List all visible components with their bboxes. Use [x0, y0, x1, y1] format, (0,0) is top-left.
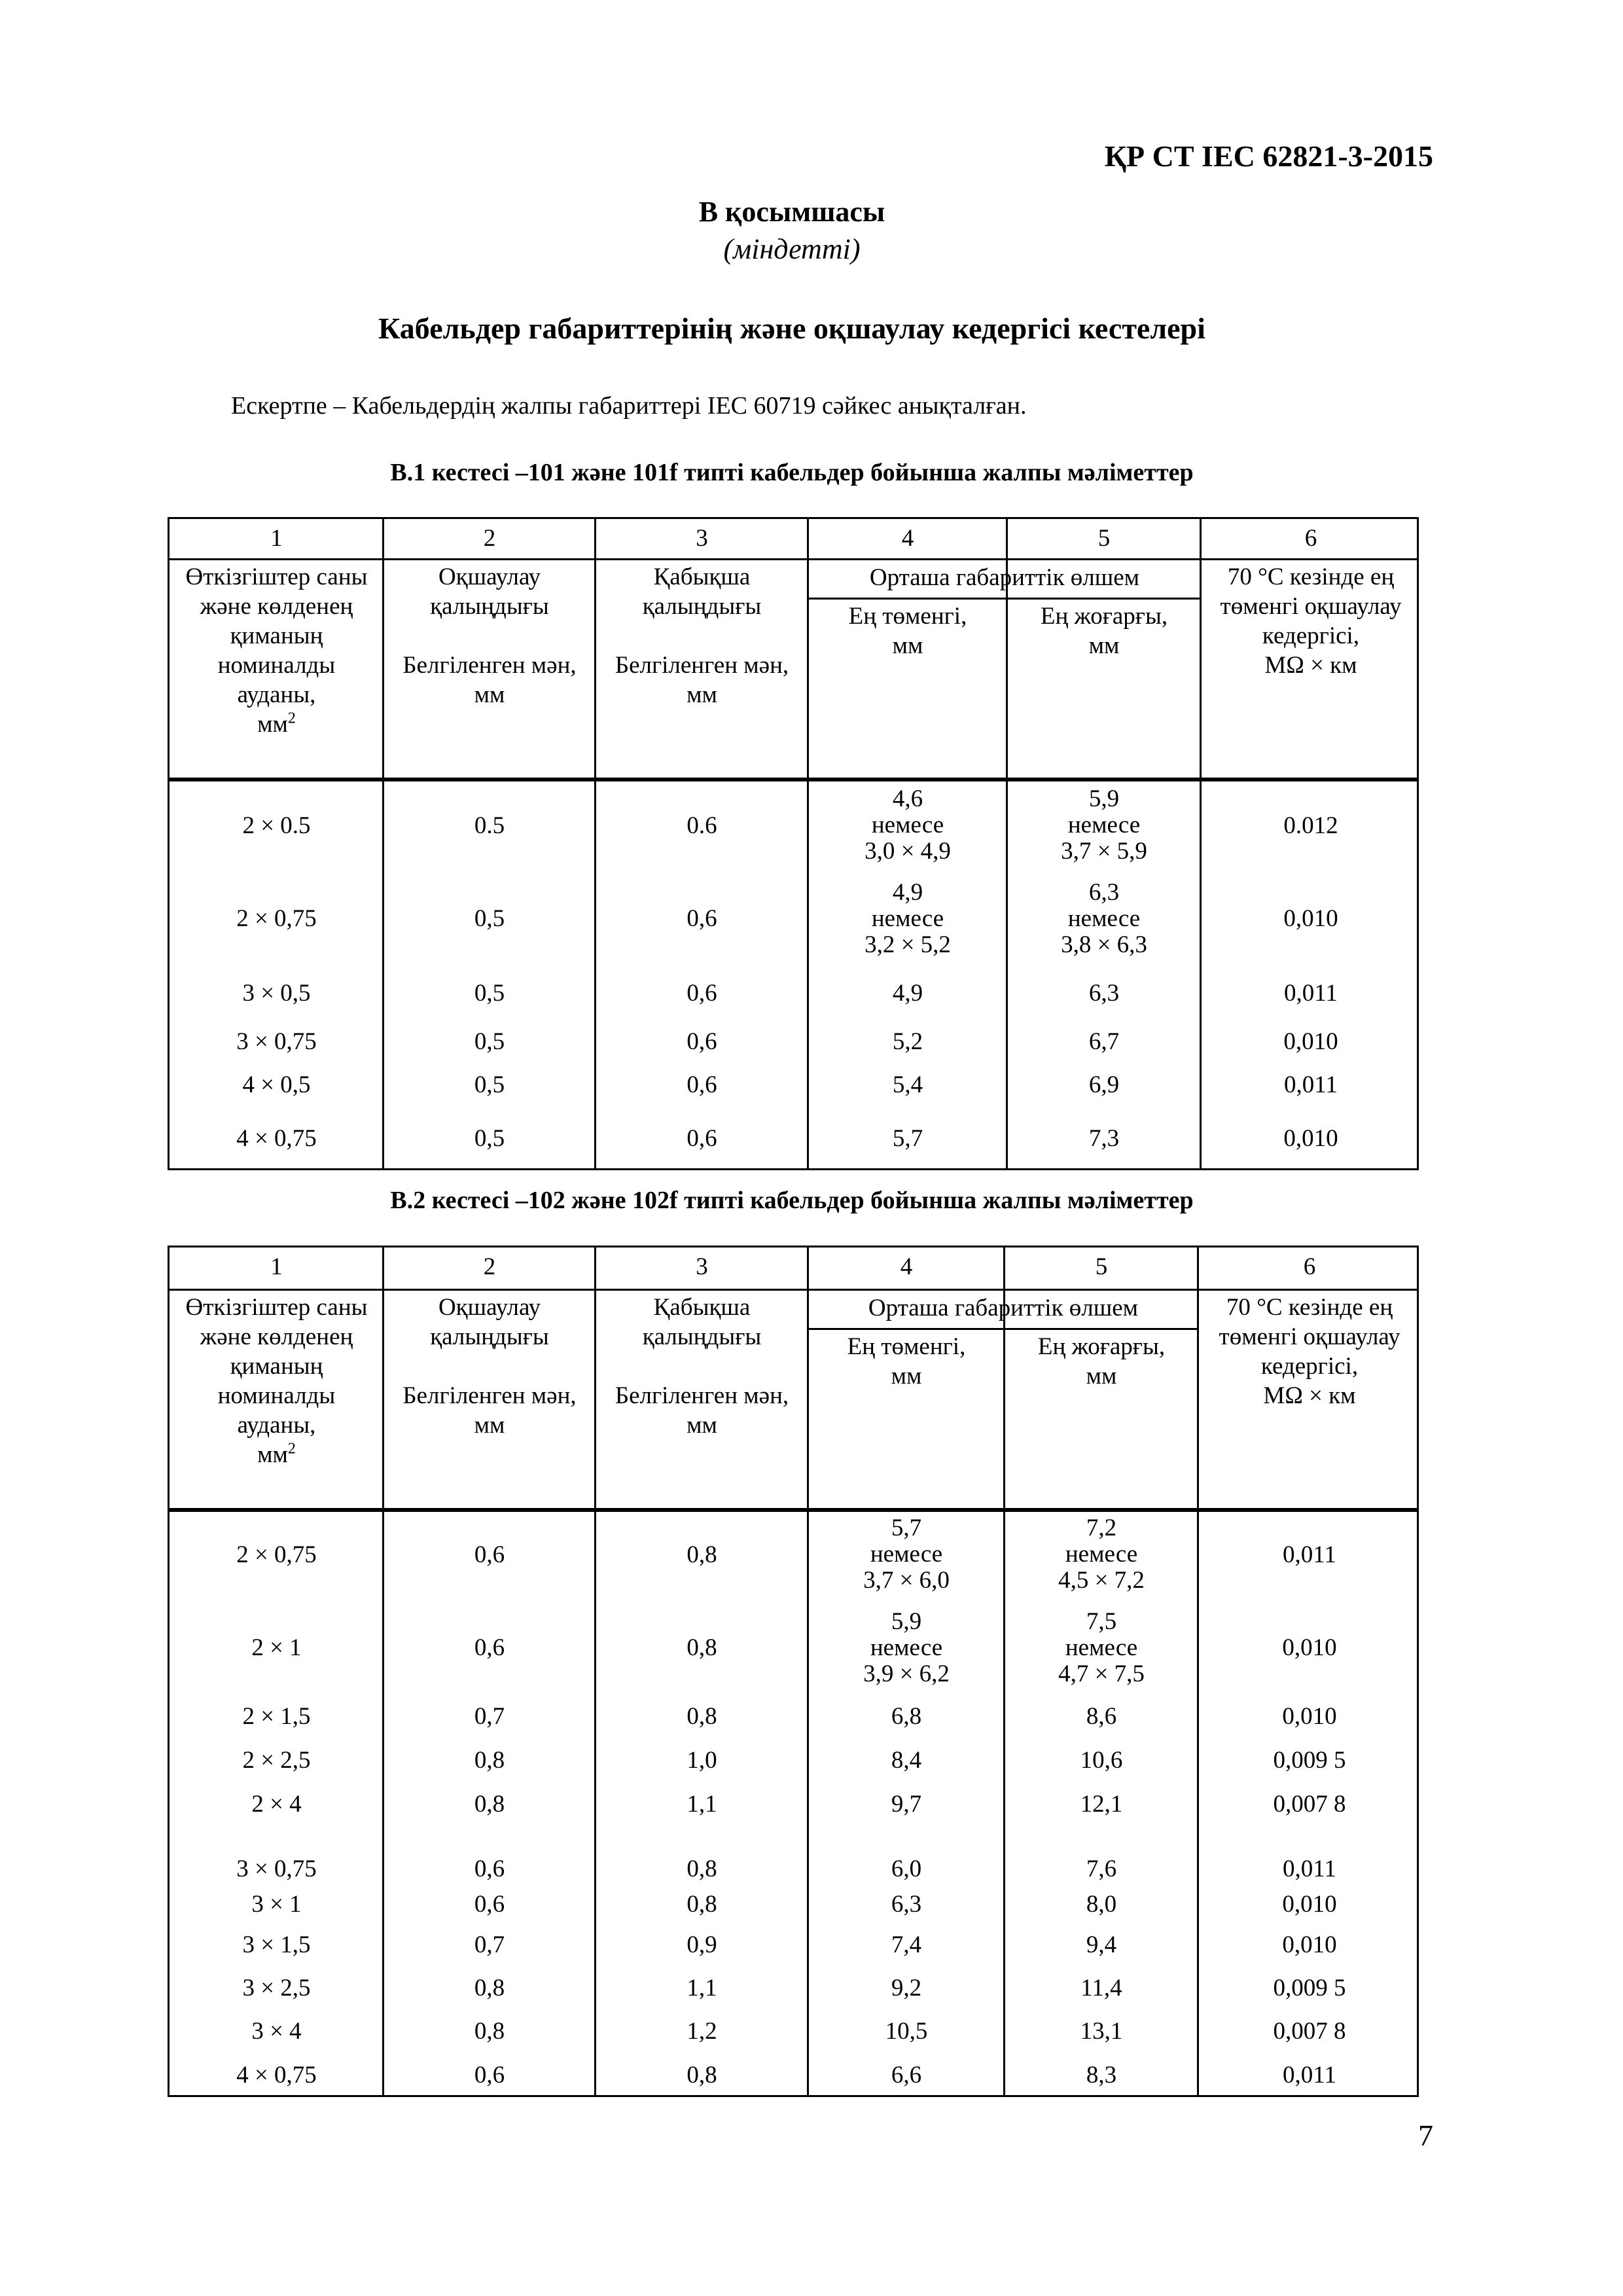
cable-size: 4 × 0,75 — [236, 1124, 317, 1152]
cell-line: немесе — [1067, 905, 1141, 932]
cable-size: 2 × 2,5 — [242, 1747, 311, 1774]
cell-line: қалыңдығы — [430, 1323, 549, 1350]
cell-line: 10,5 — [885, 2017, 928, 2045]
column-number: 2 — [483, 525, 496, 552]
annex-title: В қосымшасы — [698, 196, 885, 228]
cable-size: 2 × 0,75 — [236, 1541, 317, 1568]
unit-mm: мм — [687, 1412, 717, 1439]
unit-text: мм — [257, 1441, 288, 1468]
cell-line: 6,3 — [891, 1891, 922, 1918]
cell-line: кедергісі, — [1260, 1353, 1359, 1380]
unit-superscript: 2 — [287, 709, 296, 727]
resistance-value: 0,009 5 — [1273, 1974, 1346, 2001]
table-b1-caption: В.1 кестесі –101 және 101f типті кабельдер бойынша жалпы мәліметтер — [390, 459, 1194, 486]
row-divider — [169, 558, 1417, 560]
header-label: Ең төменгі, — [848, 603, 967, 630]
column-number: 5 — [1095, 1253, 1108, 1280]
resistance-value: 0,010 — [1282, 1703, 1337, 1730]
column-number: 1 — [270, 525, 283, 552]
cell-line: қиманың — [230, 622, 323, 649]
unit-superscript: 2 — [287, 1440, 296, 1458]
cell-line: қалыңдығы — [642, 593, 762, 620]
insulation-value: 0,5 — [474, 1071, 505, 1098]
resistance-value: 0,011 — [1283, 2061, 1336, 2089]
cell-line: 9,4 — [1086, 1931, 1117, 1958]
resistance-value: 0,011 — [1283, 1856, 1336, 1882]
insulation-value: 0,8 — [474, 2017, 505, 2045]
resistance-value: 0,011 — [1283, 1541, 1336, 1568]
spacer — [383, 1352, 596, 1381]
header-label: Ең жоғарғы, — [1037, 1333, 1166, 1360]
cell-line: 6,7 — [1088, 1028, 1120, 1055]
insulation-value: 0,6 — [474, 1634, 505, 1661]
min-dimension — [808, 880, 1007, 958]
insulation-value: 0,8 — [474, 1747, 505, 1774]
min-dimension — [808, 2016, 1005, 2047]
header-max — [1007, 601, 1201, 660]
insulation-value: 0,5 — [474, 905, 505, 932]
column-number: 3 — [696, 1253, 708, 1280]
cell-line: Оқшаулау — [438, 1294, 541, 1321]
insulation-value: 0,5 — [474, 1028, 505, 1055]
max-dimension — [1007, 1069, 1201, 1100]
insulation-value: 0.5 — [474, 812, 505, 839]
cell-line: 6,0 — [891, 1856, 922, 1882]
cable-size: 2 × 1 — [251, 1634, 302, 1661]
cell-line: Оқшаулау — [438, 564, 541, 590]
sheath-value: 0,8 — [687, 1541, 717, 1568]
cell-line: 5,7 — [892, 1124, 923, 1152]
sheath-value: 0,8 — [687, 1634, 717, 1661]
resistance-value: 0,011 — [1284, 1071, 1338, 1098]
min-dimension — [808, 1789, 1005, 1820]
cell-line: 5,9 — [891, 1607, 922, 1635]
column-number: 2 — [483, 1253, 496, 1280]
document-code: ҚР СТ IEC 62821-3-2015 — [1104, 139, 1433, 173]
cell-line: 3,8 × 6,3 — [1061, 931, 1147, 958]
max-dimension — [1005, 1745, 1198, 1776]
min-dimension — [808, 1069, 1007, 1100]
cell-line: ауданы, — [237, 681, 316, 708]
resistance-value: 0,010 — [1282, 1891, 1337, 1918]
max-dimension — [1005, 1515, 1198, 1594]
sheath-value: 0,6 — [687, 1124, 717, 1152]
min-dimension — [808, 1123, 1007, 1154]
sheath-value: 1,1 — [687, 1974, 717, 2001]
min-dimension — [808, 1745, 1005, 1776]
unit-mm: мм — [1088, 632, 1120, 659]
cell-line: 70 °C кезінде ең — [1226, 1294, 1393, 1321]
group-divider — [808, 1328, 1198, 1330]
unit-mm: мм — [892, 632, 923, 659]
max-dimension — [1007, 1123, 1201, 1154]
insulation-value: 0,6 — [474, 1541, 505, 1568]
sheath-value: 0,6 — [687, 1028, 717, 1055]
sheath-value: 0,8 — [687, 1703, 717, 1730]
unit-mm: мм — [891, 1363, 922, 1390]
cell-line: 10,6 — [1080, 1747, 1123, 1774]
resistance-value: 0,010 — [1283, 1124, 1338, 1152]
sheath-value: 0,6 — [687, 979, 717, 1007]
cell-line: 8,3 — [1086, 2061, 1117, 2089]
resistance-value: 0,009 5 — [1273, 1747, 1346, 1774]
min-dimension — [808, 1889, 1005, 1920]
header-sheath-thickness — [596, 1293, 808, 1440]
max-dimension — [1005, 1889, 1198, 1920]
insulation-value: 0,7 — [474, 1931, 505, 1958]
insulation-value: 0,8 — [474, 1790, 505, 1818]
cell-line: 6,6 — [891, 2061, 922, 2089]
cell-line: 3,0 × 4,9 — [865, 838, 951, 865]
cell-line: 4,5 × 7,2 — [1058, 1567, 1145, 1594]
header-insulation-thickness — [383, 562, 596, 709]
specified-value-label: Белгіленген мән, — [615, 652, 789, 679]
cell-line: немесе — [1065, 1541, 1138, 1568]
cell-line: және көлденең — [200, 1323, 353, 1350]
specified-value-label: Белгіленген мән, — [615, 1382, 789, 1409]
unit-text: мм — [257, 711, 288, 738]
annex-subtitle: (міндетті) — [723, 233, 861, 265]
max-dimension — [1005, 1789, 1198, 1820]
cell-line: 12,1 — [1080, 1790, 1123, 1818]
header-insulation-resistance — [1201, 562, 1421, 680]
cell-line: және көлденең — [200, 593, 353, 620]
cell-line: 5,2 — [892, 1028, 923, 1055]
cell-line: Қабықша — [653, 564, 751, 590]
cell-line: немесе — [870, 1541, 943, 1568]
header-insulation-thickness — [383, 1293, 596, 1440]
cable-size: 2 × 0,75 — [236, 905, 317, 932]
cell-line: 7,6 — [1086, 1856, 1117, 1882]
cell-line: қиманың — [230, 1353, 323, 1380]
header-average-dimension: Орташа габариттік өлшем — [868, 1295, 1139, 1321]
max-dimension — [1007, 786, 1201, 865]
table-b2 — [168, 1246, 1419, 2097]
table-b2-caption: В.2 кестесі –102 және 102f типті кабельдер бойынша жалпы мәліметтер — [390, 1187, 1194, 1214]
cable-size: 3 × 2,5 — [242, 1974, 311, 2001]
page-number: 7 — [1418, 2119, 1433, 2152]
cell-line: төменгі оқшаулау — [1220, 593, 1402, 620]
header-sheath-thickness — [596, 562, 808, 709]
cell-line: 70 °C кезінде ең — [1227, 564, 1395, 590]
header-label: Ең төменгі, — [847, 1333, 966, 1360]
column-number: 5 — [1097, 525, 1111, 552]
insulation-value: 0,5 — [474, 979, 505, 1007]
min-dimension — [808, 2060, 1005, 2090]
cell-line: 5,7 — [891, 1515, 922, 1541]
cell-line: 4,7 × 7,5 — [1058, 1660, 1145, 1687]
sheath-value: 1,0 — [687, 1747, 717, 1774]
header-min — [808, 601, 1007, 660]
cell-line: 5,4 — [892, 1071, 923, 1098]
cell-line: 6,3 — [1088, 979, 1120, 1007]
cell-line: немесе — [1067, 812, 1141, 838]
column-number: 6 — [1304, 525, 1317, 552]
header-min — [808, 1332, 1005, 1391]
cell-line: 3,7 × 5,9 — [1061, 838, 1147, 865]
cell-line: немесе — [871, 812, 944, 838]
cell-line: 7,5 — [1086, 1607, 1117, 1635]
cell-line: номиналды — [217, 1382, 336, 1409]
unit-mm: мм — [474, 1412, 505, 1439]
max-dimension — [1007, 880, 1201, 958]
spacer — [383, 621, 596, 651]
resistance-value: 0,011 — [1284, 979, 1338, 1007]
cell-line: 3,2 × 5,2 — [865, 931, 951, 958]
cell-line: қалыңдығы — [642, 1323, 762, 1350]
cable-size: 4 × 0,75 — [236, 2061, 317, 2089]
cell-line: 6,3 — [1088, 878, 1120, 906]
resistance-value: 0,010 — [1283, 905, 1338, 932]
cell-line: 9,7 — [891, 1790, 922, 1818]
min-dimension — [808, 1026, 1007, 1057]
specified-value-label: Белгіленген мән, — [402, 1382, 577, 1409]
max-dimension — [1005, 1929, 1198, 1960]
row-divider — [169, 1289, 1417, 1291]
min-dimension — [808, 786, 1007, 865]
sheath-value: 1,2 — [687, 2017, 717, 2045]
group-divider — [808, 598, 1201, 600]
cell-line: Қабықша — [653, 1294, 751, 1321]
resistance-value: 0,007 8 — [1273, 2017, 1346, 2045]
max-dimension — [1005, 1701, 1198, 1732]
min-dimension — [808, 1929, 1005, 1960]
cell-line: қалыңдығы — [430, 593, 549, 620]
insulation-value: 0,7 — [474, 1703, 505, 1730]
min-dimension — [808, 1973, 1005, 2003]
max-dimension — [1005, 1854, 1198, 1884]
spacer — [596, 1352, 808, 1381]
cell-line: 8,0 — [1086, 1891, 1117, 1918]
cell-line: 13,1 — [1080, 2017, 1123, 2045]
column-number: 4 — [900, 1253, 913, 1280]
unit-mm: мм — [687, 681, 717, 708]
sheath-value: 1,1 — [687, 1790, 717, 1818]
cable-size: 3 × 0,5 — [242, 979, 311, 1007]
column-number: 3 — [696, 525, 708, 552]
cell-line: номиналды — [217, 652, 336, 679]
page-title: Кабельдер габариттерінің және оқшаулау кедергісі кестелері — [378, 312, 1205, 345]
header-average-dimension: Орташа габариттік өлшем — [869, 564, 1140, 591]
cell-line: 11,4 — [1080, 1974, 1122, 2001]
cable-size: 3 × 0,75 — [236, 1028, 317, 1055]
max-dimension — [1007, 1026, 1201, 1057]
cell-line: MΩ × км — [1263, 1382, 1356, 1409]
cell-line: 6,9 — [1088, 1071, 1120, 1098]
cell-line: ауданы, — [237, 1412, 316, 1439]
cell-line: 7,4 — [891, 1931, 922, 1958]
insulation-value: 0,8 — [474, 1974, 505, 2001]
min-dimension — [808, 1701, 1005, 1732]
cable-size: 3 × 0,75 — [236, 1856, 317, 1882]
cell-line: 3,7 × 6,0 — [863, 1567, 950, 1594]
min-dimension — [808, 1854, 1005, 1884]
max-dimension — [1005, 2016, 1198, 2047]
sheath-value: 0,8 — [687, 2061, 717, 2089]
sheath-value: 0,8 — [687, 1891, 717, 1918]
specified-value-label: Белгіленген мән, — [402, 652, 577, 679]
header-divider — [169, 1508, 1417, 1512]
cell-line: төменгі оқшаулау — [1219, 1323, 1400, 1350]
note-text: Ескертпе – Кабельдердің жалпы габариттері IEC 60719 сәйкес анықталған. — [231, 392, 1027, 420]
cell-line: немесе — [870, 1634, 943, 1661]
min-dimension — [808, 978, 1007, 1009]
min-dimension — [808, 1515, 1005, 1594]
cable-size: 4 × 0,5 — [242, 1071, 311, 1098]
cell-line: 3,9 × 6,2 — [863, 1660, 950, 1687]
insulation-value: 0,6 — [474, 2061, 505, 2089]
cable-size: 3 × 1,5 — [242, 1931, 311, 1958]
unit-mm: мм — [474, 681, 505, 708]
max-dimension — [1005, 1609, 1198, 1687]
cable-size: 2 × 4 — [251, 1790, 302, 1818]
column-number: 6 — [1303, 1253, 1316, 1280]
header-conductors-size — [169, 1293, 383, 1469]
cell-line: 4,9 — [892, 878, 923, 906]
header-max — [1005, 1332, 1198, 1391]
cell-line: 8,4 — [891, 1747, 922, 1774]
column-number: 4 — [901, 525, 914, 552]
cable-size: 2 × 0.5 — [242, 812, 311, 839]
column-number: 1 — [270, 1253, 283, 1280]
sheath-value: 0,8 — [687, 1856, 717, 1882]
cell-line: 6,8 — [891, 1703, 922, 1730]
cell-line: 8,6 — [1086, 1703, 1117, 1730]
max-dimension — [1007, 978, 1201, 1009]
resistance-value: 0,010 — [1282, 1931, 1337, 1958]
cable-size: 3 × 1 — [251, 1891, 302, 1918]
cell-line: MΩ × км — [1264, 652, 1357, 679]
min-dimension — [808, 1609, 1005, 1687]
resistance-value: 0,010 — [1282, 1634, 1337, 1661]
header-unit-mm2 — [169, 1440, 383, 1469]
cell-line: немесе — [871, 905, 944, 932]
table-b1 — [168, 517, 1419, 1170]
resistance-value: 0,010 — [1283, 1028, 1338, 1055]
spacer — [596, 621, 808, 651]
sheath-value: 0,6 — [687, 905, 717, 932]
header-conductors-size — [169, 562, 383, 739]
insulation-value: 0,5 — [474, 1124, 505, 1152]
cable-size: 3 × 4 — [251, 2017, 302, 2045]
header-label: Ең жоғарғы, — [1040, 603, 1168, 630]
cell-line: 5,9 — [1088, 785, 1120, 812]
cell-line: 9,2 — [891, 1974, 922, 2001]
cell-line: 7,3 — [1088, 1124, 1120, 1152]
sheath-value: 0.6 — [687, 812, 717, 839]
header-unit-mm2 — [169, 709, 383, 739]
sheath-value: 0,6 — [687, 1071, 717, 1098]
resistance-value: 0.012 — [1283, 812, 1338, 839]
cell-line: 4,6 — [892, 785, 923, 812]
cell-line: Өткізгіштер саны — [185, 564, 368, 590]
header-divider — [169, 778, 1417, 781]
insulation-value: 0,6 — [474, 1891, 505, 1918]
max-dimension — [1005, 1973, 1198, 2003]
unit-mm: мм — [1086, 1363, 1117, 1390]
header-insulation-resistance — [1198, 1293, 1421, 1410]
cell-line: Өткізгіштер саны — [185, 1294, 368, 1321]
max-dimension — [1005, 2060, 1198, 2090]
cell-line: 7,2 — [1086, 1515, 1117, 1541]
cable-size: 2 × 1,5 — [242, 1703, 311, 1730]
cell-line: 4,9 — [892, 979, 923, 1007]
sheath-value: 0,9 — [687, 1931, 717, 1958]
cell-line: кедергісі, — [1262, 622, 1360, 649]
resistance-value: 0,007 8 — [1273, 1790, 1346, 1818]
cell-line: немесе — [1065, 1634, 1138, 1661]
insulation-value: 0,6 — [474, 1856, 505, 1882]
